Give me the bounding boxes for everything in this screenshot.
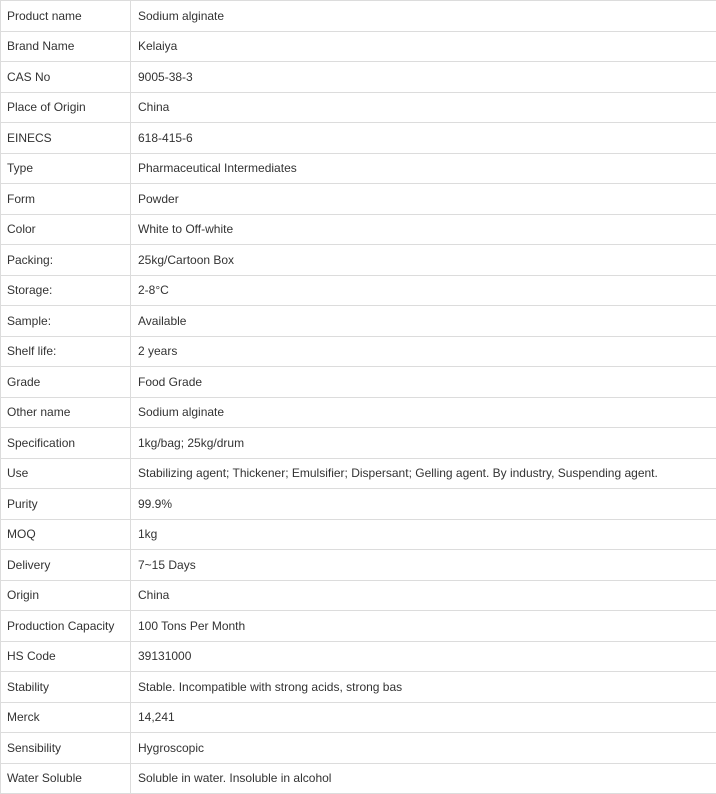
row-label: Purity [1, 489, 131, 520]
row-label: Type [1, 153, 131, 184]
table-row [1, 92, 716, 123]
table-row [1, 306, 716, 337]
table-row [1, 214, 716, 245]
row-value: China [131, 92, 716, 123]
table-row [1, 245, 716, 276]
row-label: Storage: [1, 275, 131, 306]
table-row [1, 397, 716, 428]
row-value: 7~15 Days [131, 550, 716, 581]
row-value: 25kg/Cartoon Box [131, 245, 716, 276]
row-label: Use [1, 458, 131, 489]
table-row [1, 733, 716, 764]
row-label: Packing: [1, 245, 131, 276]
row-value: Sodium alginate [131, 397, 716, 428]
row-label: MOQ [1, 519, 131, 550]
row-label: Production Capacity [1, 611, 131, 642]
row-value: 100 Tons Per Month [131, 611, 716, 642]
row-label: Sample: [1, 306, 131, 337]
row-value: 1kg/bag; 25kg/drum [131, 428, 716, 459]
table-row [1, 580, 716, 611]
row-label: Shelf life: [1, 336, 131, 367]
row-label: Other name [1, 397, 131, 428]
table-row [1, 275, 716, 306]
row-value: 99.9% [131, 489, 716, 520]
row-value: Soluble in water. Insoluble in alcohol [131, 763, 716, 794]
row-value: Hygroscopic [131, 733, 716, 764]
row-value: Sodium alginate [131, 1, 716, 32]
row-label: Color [1, 214, 131, 245]
row-label: Form [1, 184, 131, 215]
row-value: Stable. Incompatible with strong acids, strong bas [131, 672, 716, 703]
row-value: 1kg [131, 519, 716, 550]
row-value: Powder [131, 184, 716, 215]
table-row [1, 550, 716, 581]
row-value: 2 years [131, 336, 716, 367]
row-label: Delivery [1, 550, 131, 581]
row-value: Stabilizing agent; Thickener; Emulsifier; Dispersant; Gelling agent. By industry, Suspending agent. [131, 458, 716, 489]
table-row [1, 153, 716, 184]
row-value: 2-8°C [131, 275, 716, 306]
row-value: 14,241 [131, 702, 716, 733]
table-row [1, 641, 716, 672]
row-label: Water Soluble [1, 763, 131, 794]
row-label: Place of Origin [1, 92, 131, 123]
table-row [1, 428, 716, 459]
table-row [1, 489, 716, 520]
row-value: Available [131, 306, 716, 337]
row-value: 39131000 [131, 641, 716, 672]
row-label: EINECS [1, 123, 131, 154]
table-row [1, 702, 716, 733]
spec-table-body [1, 1, 716, 794]
row-label: CAS No [1, 62, 131, 93]
table-row [1, 367, 716, 398]
table-row [1, 184, 716, 215]
row-value: Pharmaceutical Intermediates [131, 153, 716, 184]
row-value: Kelaiya [131, 31, 716, 62]
row-label: HS Code [1, 641, 131, 672]
table-row [1, 31, 716, 62]
row-value: China [131, 580, 716, 611]
table-row [1, 672, 716, 703]
table-row [1, 123, 716, 154]
row-label: Origin [1, 580, 131, 611]
table-row [1, 62, 716, 93]
row-label: Product name [1, 1, 131, 32]
table-row [1, 336, 716, 367]
row-label: Stability [1, 672, 131, 703]
row-label: Brand Name [1, 31, 131, 62]
table-row [1, 763, 716, 794]
row-label: Grade [1, 367, 131, 398]
table-row [1, 611, 716, 642]
table-row [1, 519, 716, 550]
row-value: Food Grade [131, 367, 716, 398]
row-value: 618-415-6 [131, 123, 716, 154]
row-label: Merck [1, 702, 131, 733]
row-label: Sensibility [1, 733, 131, 764]
table-row [1, 458, 716, 489]
row-label: Specification [1, 428, 131, 459]
row-value: 9005-38-3 [131, 62, 716, 93]
row-value: White to Off-white [131, 214, 716, 245]
table-row [1, 1, 716, 32]
